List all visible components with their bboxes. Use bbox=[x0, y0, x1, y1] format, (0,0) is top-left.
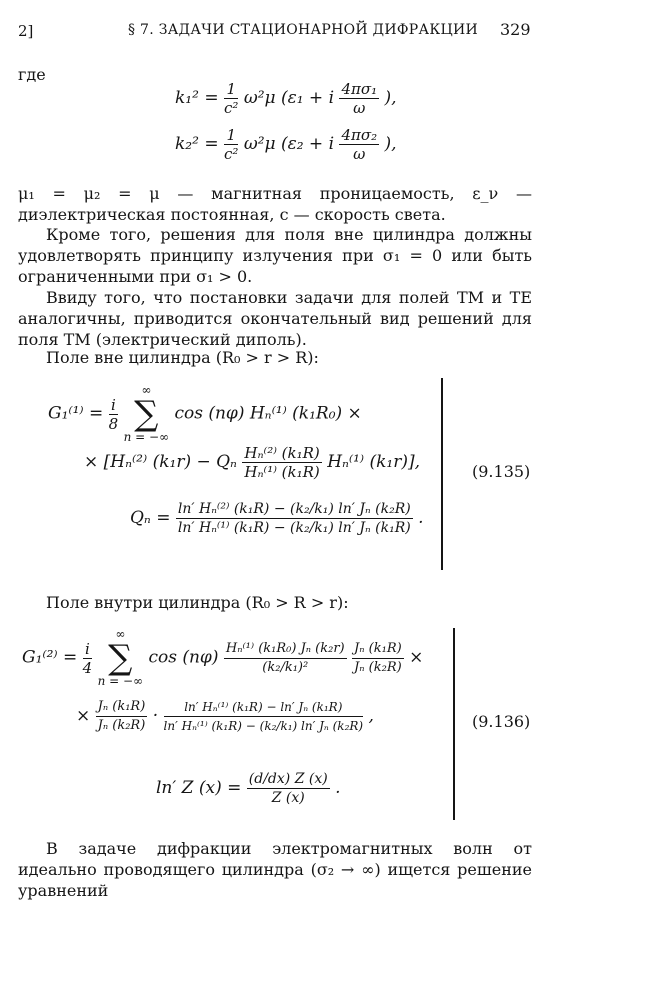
fraction-g2-l2-f1 bbox=[96, 698, 148, 735]
fraction-denominator: ln′ Hₙ⁽¹⁾ (k₁R) − (k₂/k₁) ln′ Jₙ (k₂R) bbox=[163, 719, 364, 733]
fraction-numerator: Jₙ (k₁R) bbox=[96, 698, 148, 717]
fraction-denominator: Z (x) bbox=[271, 790, 305, 806]
times-sign: × bbox=[409, 647, 424, 668]
k1-rhs: ω²μ (ε₁ + i bbox=[243, 88, 335, 108]
fraction-numerator: i bbox=[109, 396, 119, 415]
g2-term1: cos (nφ) bbox=[148, 647, 219, 668]
k2-lhs: k₂² = bbox=[175, 134, 219, 154]
fraction-denominator: Hₙ⁽¹⁾ (k₁R) bbox=[244, 463, 320, 481]
paragraph-mu-definition: μ₁ = μ₂ = μ — магнитная проницаемость, ε_ν — диэлектрическая постоянная, c — скорость света. bbox=[18, 184, 532, 224]
fraction-denominator: 8 bbox=[108, 414, 119, 433]
k1-lhs: k₁² = bbox=[175, 88, 219, 108]
fraction-numerator: (d/dx) Z (x) bbox=[248, 771, 328, 787]
equation-number-9135: (9.135) bbox=[472, 462, 531, 481]
fraction-numerator: ln′ Hₙ⁽¹⁾ (k₁R) − ln′ Jₙ (k₁R) bbox=[164, 698, 364, 717]
paragraph-tm-te: Ввиду того, что постановки задачи для полей TM и TE аналогичны, приводится окончательный вид решений для поля TM (электрический диполь). bbox=[18, 288, 532, 349]
fraction-numerator: 1 bbox=[224, 80, 238, 99]
g1-term1: cos (nφ) Hₙ⁽¹⁾ (k₁R₀) × bbox=[174, 403, 362, 424]
sum-upper-limit: ∞ bbox=[115, 627, 126, 641]
fraction-denominator: c² bbox=[224, 145, 239, 163]
fraction-i-4 bbox=[83, 640, 93, 677]
fraction-denominator: c² bbox=[224, 99, 239, 117]
paragraph-radiation-principle: Кроме того, решения для поля вне цилиндра должны удовлетворять принципу излучения при σ₁ = 0 или быть ограниченными при σ₁ > 0. bbox=[18, 225, 532, 286]
fraction-numerator: 1 bbox=[224, 126, 238, 145]
comma: , bbox=[368, 706, 374, 726]
g1-line2-start: × [Hₙ⁽²⁾ (k₁r) − Qₙ bbox=[84, 452, 237, 472]
section-marker: 2] bbox=[18, 22, 34, 40]
times-sign: × bbox=[76, 706, 91, 726]
running-title: § 7. ЗАДАЧИ СТАЦИОНАРНОЙ ДИФРАКЦИИ bbox=[128, 22, 479, 38]
fraction-numerator: Hₙ⁽¹⁾ (k₁R₀) Jₙ (k₂r) bbox=[224, 640, 347, 659]
period: . bbox=[335, 778, 341, 798]
sum-lower-limit: n = −∞ bbox=[97, 674, 144, 688]
equation-k1 bbox=[175, 80, 397, 117]
equation-qn bbox=[130, 500, 424, 537]
lnz-lhs: ln′ Z (x) = bbox=[156, 778, 242, 798]
fraction-sigma1 bbox=[339, 80, 379, 117]
qn-lhs: Qₙ = bbox=[130, 508, 171, 528]
fraction-sigma2 bbox=[339, 126, 379, 163]
k2-rhs: ω²μ (ε₂ + i bbox=[243, 134, 335, 154]
fraction-numerator: Hₙ⁽²⁾ (k₁R) bbox=[244, 444, 320, 462]
paragraph-where: где bbox=[18, 65, 46, 84]
fraction-numerator: ln′ Hₙ⁽²⁾ (k₁R) − (k₂/k₁) ln′ Jₙ (k₂R) bbox=[177, 501, 411, 517]
equation-g1-line1 bbox=[48, 384, 362, 444]
equation-g1-line2 bbox=[84, 444, 420, 481]
paragraph-outside-field: Поле вне цилиндра (R₀ > r > R): bbox=[46, 348, 319, 367]
right-brace-9136 bbox=[453, 628, 455, 820]
equation-number-9136: (9.136) bbox=[472, 712, 531, 731]
paragraph-final: В задаче дифракции электромагнитных волн от идеально проводящего цилиндра (σ₂ → ∞) ищется решение уравнений bbox=[18, 839, 532, 900]
fraction-qn bbox=[176, 500, 413, 537]
sum-lower-limit: n = −∞ bbox=[123, 430, 170, 444]
fraction-denominator: ω bbox=[353, 99, 366, 117]
sum-upper-limit: ∞ bbox=[141, 383, 152, 397]
fraction-numerator: i bbox=[83, 640, 93, 659]
equation-k2 bbox=[175, 126, 397, 163]
sum-operator: ∞ ∑ n = −∞ bbox=[123, 383, 170, 444]
g2-lhs: G₁⁽²⁾ = bbox=[22, 647, 78, 668]
paragraph-inside-field: Поле внутри цилиндра (R₀ > R > r): bbox=[46, 593, 349, 612]
right-brace-9135 bbox=[441, 378, 443, 570]
fraction-numerator: 4πσ₂ bbox=[341, 126, 378, 144]
sum-operator: ∞ ∑ n = −∞ bbox=[97, 627, 144, 688]
fraction-hankel-ratio bbox=[242, 444, 321, 481]
g1-lhs: G₁⁽¹⁾ = bbox=[48, 403, 104, 424]
page-number: 329 bbox=[500, 20, 531, 39]
fraction-numerator: Jₙ (k₁R) bbox=[352, 640, 404, 659]
fraction-numerator: 4πσ₁ bbox=[341, 80, 378, 98]
fraction-denominator: (k₂/k₁)² bbox=[262, 659, 309, 675]
close-paren: ), bbox=[384, 134, 397, 154]
fraction-1-c2 bbox=[224, 80, 238, 117]
equation-ln-derivative bbox=[156, 770, 341, 807]
fraction-denominator: ω bbox=[353, 145, 366, 163]
fraction-denominator: ln′ Hₙ⁽¹⁾ (k₁R) − (k₂/k₁) ln′ Jₙ (k₁R) bbox=[177, 520, 411, 536]
fraction-denominator: Jₙ (k₂R) bbox=[97, 718, 146, 733]
dot-operator: · bbox=[152, 706, 159, 726]
close-paren: ), bbox=[384, 88, 397, 108]
fraction-1-c2 bbox=[224, 126, 238, 163]
g1-line2-end: Hₙ⁽¹⁾ (k₁r)], bbox=[327, 452, 421, 472]
equation-g2-line2 bbox=[76, 698, 374, 735]
fraction-denominator: Jₙ (k₂R) bbox=[354, 659, 402, 675]
fraction-g2-f1 bbox=[224, 640, 347, 677]
fraction-denominator: 4 bbox=[82, 658, 93, 677]
fraction-lnz bbox=[247, 770, 330, 807]
equation-g2-line1 bbox=[22, 628, 423, 688]
period: . bbox=[418, 508, 424, 528]
fraction-g2-l2-f2 bbox=[164, 698, 364, 735]
fraction-i-8 bbox=[109, 396, 119, 433]
fraction-g2-f2 bbox=[352, 640, 404, 677]
